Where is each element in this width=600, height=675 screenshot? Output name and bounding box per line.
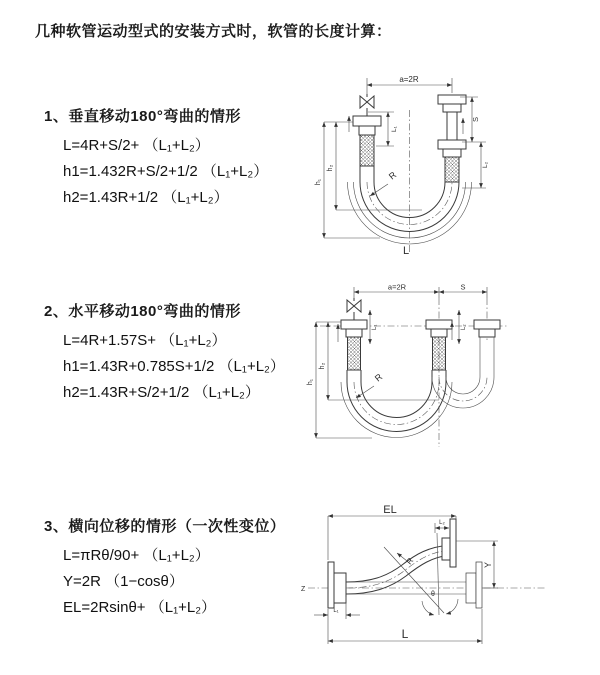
dim-label-l1: L₁ <box>391 126 398 132</box>
axis-mark-z: Z <box>301 586 306 593</box>
dim-label-s: S <box>460 282 466 292</box>
middle-fitting <box>426 320 452 382</box>
formula-line: L=4R+S/2+ （L₁+L₂） <box>63 137 210 154</box>
original-position-pipe <box>346 562 482 608</box>
braid-section <box>348 337 361 370</box>
dim-label-length: L <box>402 245 410 257</box>
formula-line: h2=1.43R+S/2+1/2 （L₁+L₂） <box>63 384 260 401</box>
dim-label-l2: L₂ <box>439 520 445 526</box>
dim-label-radius: R <box>386 169 399 182</box>
right-fitting <box>438 95 466 182</box>
dim-label-el: EL <box>383 504 397 516</box>
diagram-horizontal-bend <box>302 282 592 458</box>
diagram-vertical-bend <box>302 70 590 262</box>
section-2-formulas <box>63 328 285 406</box>
section-3-heading: 3、横向位移的情形（一次性变位） <box>44 518 286 535</box>
dim-label-l2: L₂ <box>461 324 467 330</box>
displaced-flange <box>442 519 456 567</box>
formula-line: EL=2Rsinθ+ （L₁+L₂） <box>63 599 217 616</box>
hose-u-bend <box>341 382 452 438</box>
valve-icon <box>347 298 361 320</box>
dim-label-radius: R <box>372 371 385 384</box>
left-fitting <box>353 116 381 182</box>
section-horizontal-bend <box>44 302 285 406</box>
section-lateral-displacement <box>44 517 285 621</box>
formula-line: h2=1.43R+1/2 （L₁+L₂） <box>63 189 229 206</box>
section-2-heading: 2、水平移动180°弯曲的情形 <box>44 303 241 320</box>
section-1-formulas <box>63 133 268 211</box>
dim-label-h2: h₂ <box>327 164 334 172</box>
left-flange <box>328 562 346 608</box>
diagram-lateral-displacement <box>298 503 600 655</box>
dim-label-y: Y <box>483 561 493 569</box>
braid-section <box>445 157 459 182</box>
formula-line: L=πRθ/90+ （L₁+L₂） <box>63 547 210 564</box>
dim-label-l2: L₂ <box>482 161 489 168</box>
formula-line: Y=2R （1−cosθ） <box>63 573 184 590</box>
dim-label-l1: L₁ <box>372 324 378 330</box>
right-fitting <box>474 320 500 377</box>
dim-label-h1: h₁ <box>315 178 322 186</box>
dim-label-radius: R <box>404 556 416 567</box>
dim-label-theta: θ <box>431 591 435 598</box>
formula-line: L=4R+1.57S+ （L₁+L₂） <box>63 332 227 349</box>
section-1-heading: 1、垂直移动180°弯曲的情形 <box>44 108 241 125</box>
braid-section <box>433 337 446 370</box>
dim-label-l1: L₁ <box>333 608 339 614</box>
page-title: 几种软管运动型式的安装方式时，软管的长度计算： <box>35 23 392 40</box>
dim-label-a2r: a=2R <box>399 75 419 84</box>
left-fitting <box>341 320 367 382</box>
dim-label-h1: h₁ <box>307 378 314 386</box>
valve-icon <box>360 94 374 116</box>
braid-section <box>360 135 374 166</box>
dim-label-a2r: a=2R <box>387 282 407 292</box>
dim-label-h2: h₂ <box>319 362 326 370</box>
formula-line: h1=1.43R+0.785S+1/2 （L₁+L₂） <box>63 358 285 375</box>
section-vertical-bend <box>44 107 268 211</box>
dim-label-length: L <box>401 627 409 641</box>
section-3-formulas <box>63 543 285 621</box>
hose-s-curve <box>346 545 450 594</box>
dim-label-s: S <box>471 116 480 122</box>
formula-line: h1=1.432R+S/2+1/2 （L₁+L₂） <box>63 163 269 180</box>
